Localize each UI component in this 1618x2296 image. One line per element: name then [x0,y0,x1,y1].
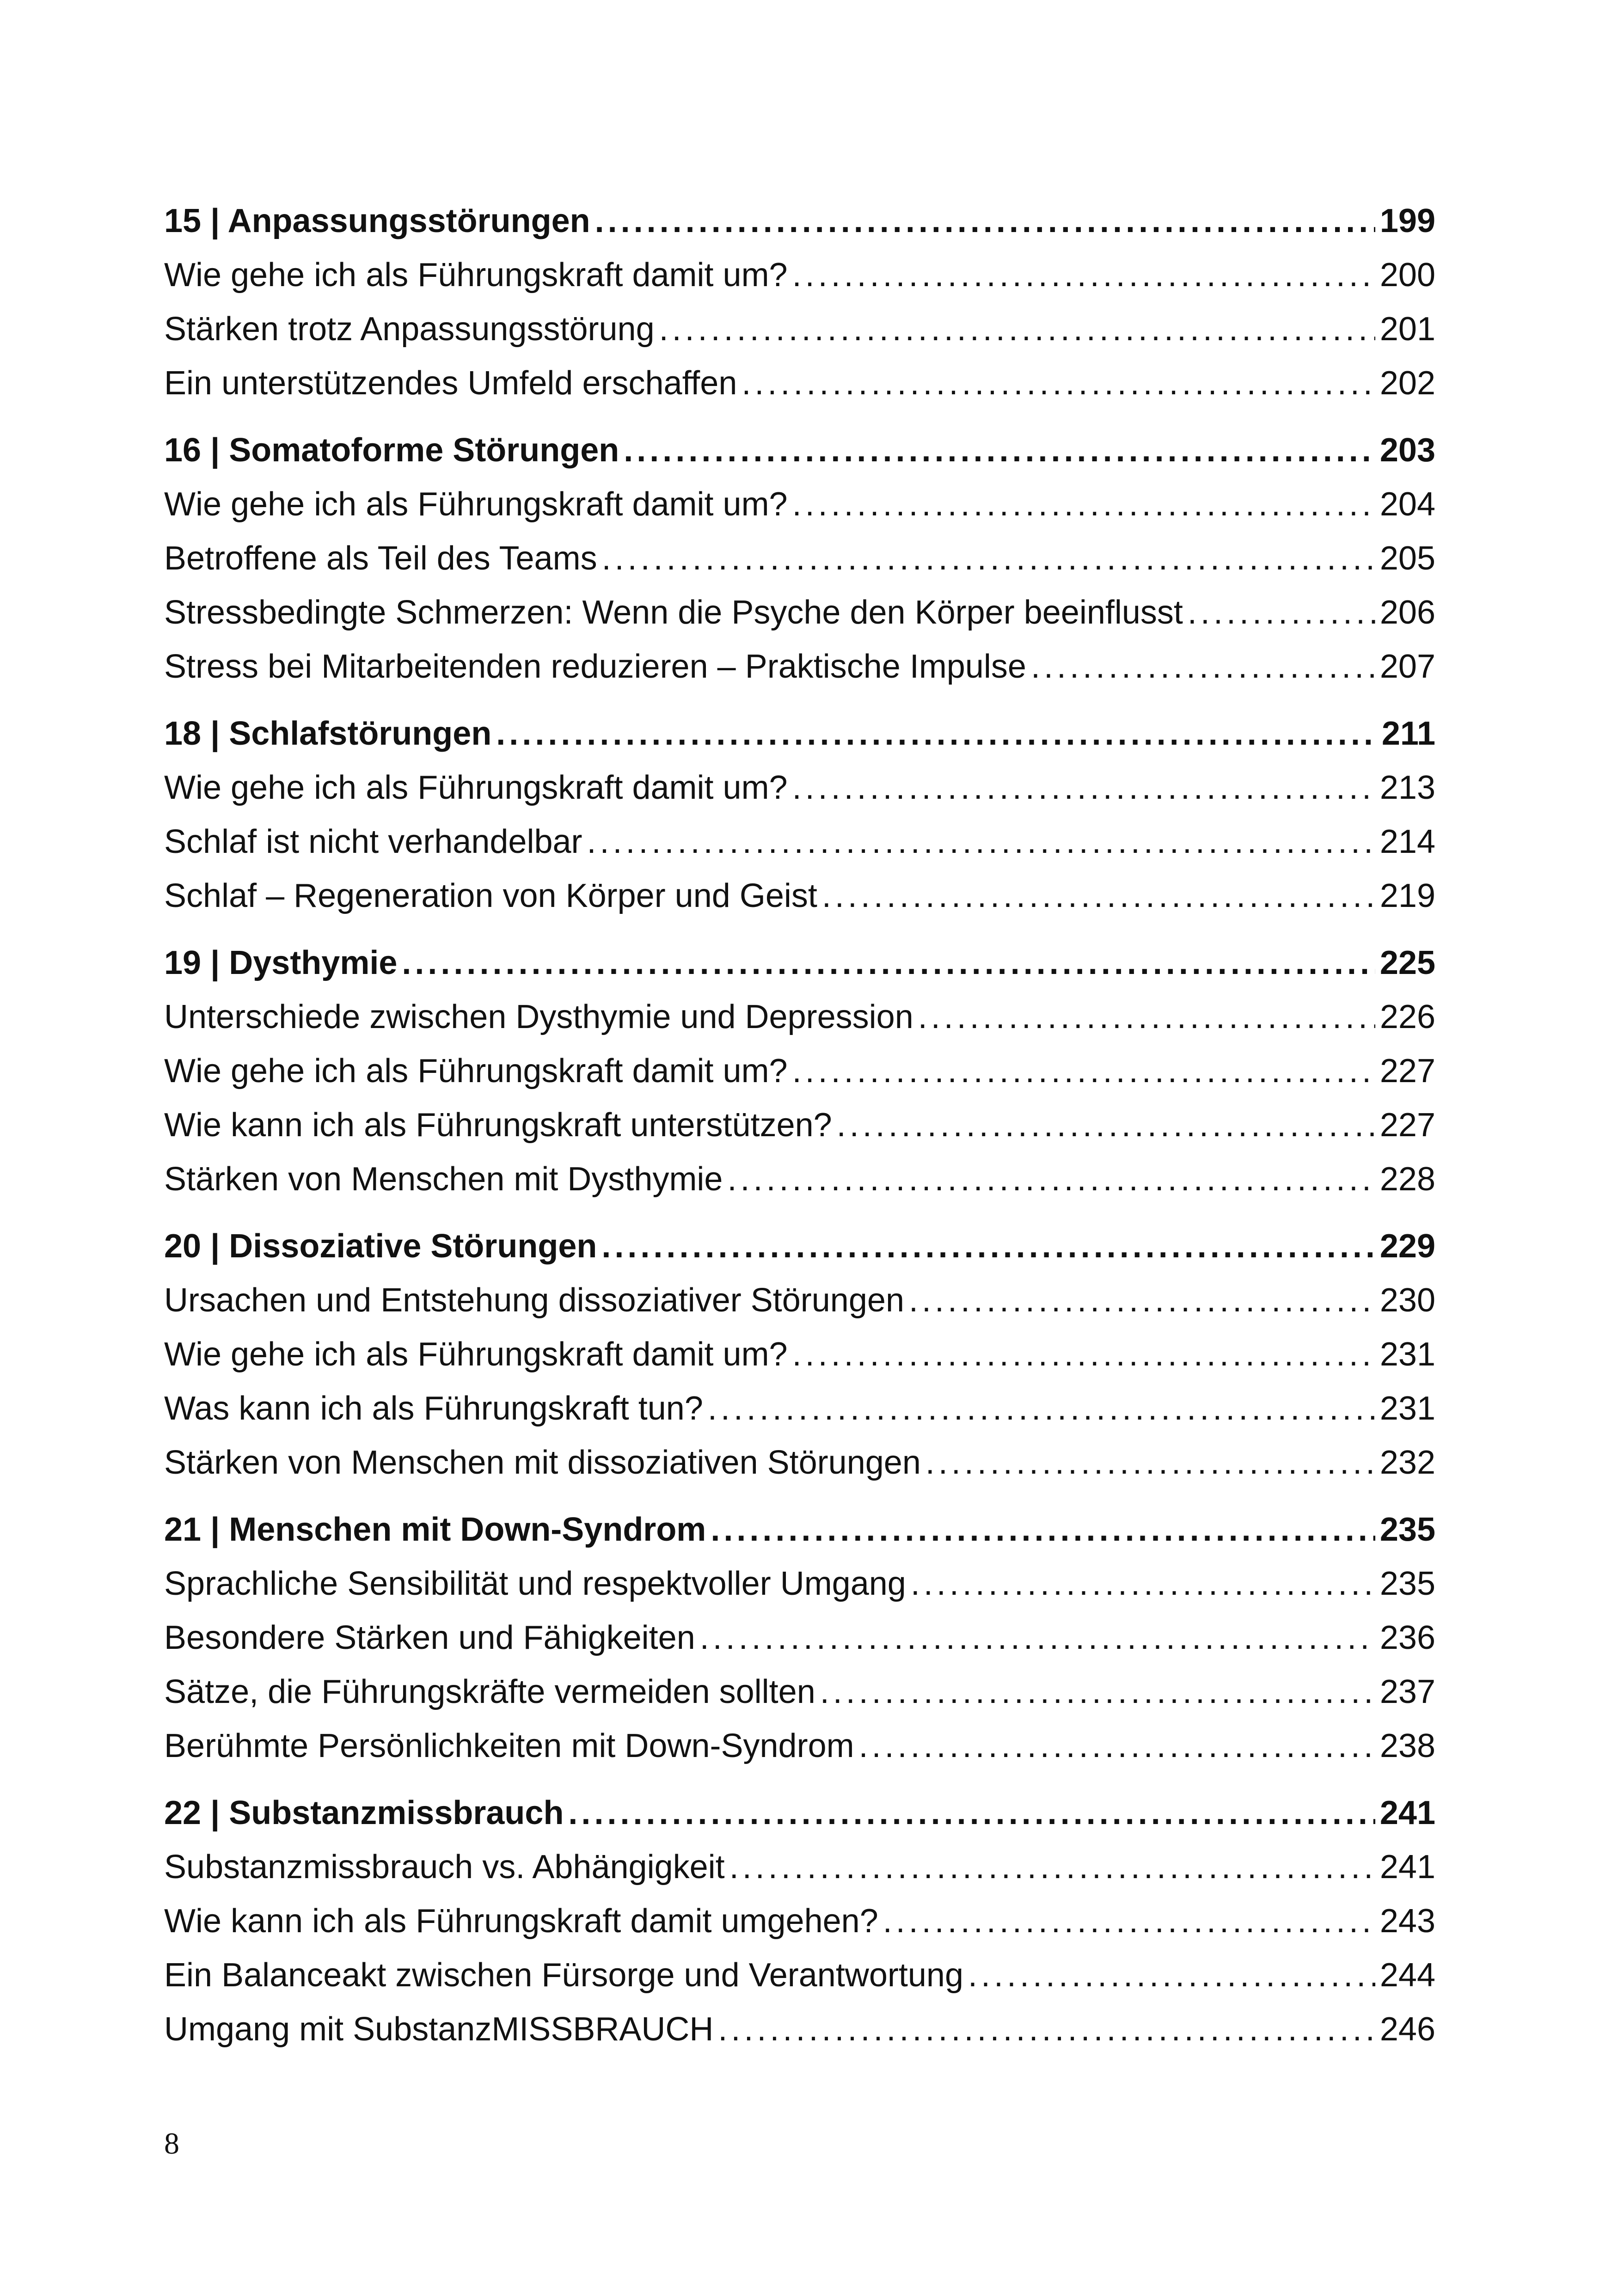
entry-title: Substanzmissbrauch vs. Abhängigkeit [164,1849,725,1886]
entry-title: Berühmte Persönlichkeiten mit Down-Syndrom [164,1727,854,1764]
entry-title: Stärken von Menschen mit Dysthymie [164,1161,723,1198]
toc-entry [164,586,1435,640]
entry-page-number: 237 [1379,1673,1435,1710]
chapter-title: 21 | Menschen mit Down-Syndrom [164,1511,706,1548]
entry-title: Wie kann ich als Führungskraft unterstützen? [164,1107,832,1144]
toc-entry [164,1894,1435,1948]
dot-leader [911,1557,1375,1611]
entry-title: Schlaf ist nicht verhandelbar [164,823,582,860]
toc-entry [164,1840,1435,1894]
entry-page-number: 201 [1379,311,1435,348]
dot-leader [820,1665,1375,1719]
chapter-title: 22 | Substanzmissbrauch [164,1794,564,1831]
chapter-heading [164,423,1435,478]
entry-title: Stärken von Menschen mit dissoziativen Störungen [164,1444,921,1481]
toc-entry [164,1098,1435,1152]
dot-leader [792,1044,1375,1098]
entry-page-number: 231 [1379,1390,1435,1427]
dot-leader [727,1152,1375,1206]
entry-title: Ein Balanceakt zwischen Fürsorge und Verantwortung [164,1957,963,1994]
toc-entry [164,1328,1435,1382]
dot-leader [718,2002,1375,2057]
entry-title: Wie gehe ich als Führungskraft damit um? [164,257,788,294]
toc-entry [164,1274,1435,1328]
entry-page-number: 231 [1379,1336,1435,1373]
dot-leader [968,1948,1375,2002]
entry-title: Wie gehe ich als Führungskraft damit um? [164,769,788,806]
chapter-page-number: 199 [1379,202,1435,239]
toc-entry [164,248,1435,302]
entry-title: Umgang mit SubstanzMISSBRAUCH [164,2011,714,2048]
entry-page-number: 202 [1379,365,1435,402]
dot-leader [792,761,1375,815]
toc-entry [164,990,1435,1044]
toc-entry [164,1382,1435,1436]
entry-page-number: 241 [1379,1849,1435,1886]
entry-title: Wie gehe ich als Führungskraft damit um? [164,486,788,523]
entry-title: Wie gehe ich als Führungskraft damit um? [164,1053,788,1090]
dot-leader [909,1274,1375,1328]
entry-title: Stressbedingte Schmerzen: Wenn die Psyche den Körper beeinflusst [164,594,1183,631]
chapter-page-number: 229 [1379,1228,1435,1265]
dot-leader [659,302,1375,356]
toc-entry [164,640,1435,694]
dot-leader [402,936,1375,990]
entry-page-number: 246 [1379,2011,1435,2048]
entry-title: Ursachen und Entstehung dissoziativer Störungen [164,1282,904,1319]
toc-entry [164,1152,1435,1206]
toc-section [164,1786,1435,2057]
entry-title: Wie gehe ich als Führungskraft damit um? [164,1336,788,1373]
entry-page-number: 227 [1379,1053,1435,1090]
entry-page-number: 205 [1379,540,1435,577]
toc-entry [164,761,1435,815]
dot-leader [568,1786,1375,1840]
dot-leader [837,1098,1375,1152]
toc-entry [164,1719,1435,1773]
chapter-page-number: 241 [1379,1794,1435,1831]
entry-page-number: 244 [1379,1957,1435,1994]
chapter-title: 19 | Dysthymie [164,944,398,981]
chapter-page-number: 211 [1381,715,1435,752]
entry-title: Stärken trotz Anpassungsstörung [164,311,655,348]
toc-section [164,194,1435,410]
dot-leader [601,1219,1375,1274]
entry-title: Besondere Stärken und Fähigkeiten [164,1619,695,1656]
dot-leader [742,356,1375,410]
entry-page-number: 238 [1379,1727,1435,1764]
entry-title: Unterschiede zwischen Dysthymie und Depression [164,998,913,1035]
entry-page-number: 214 [1379,823,1435,860]
dot-leader [822,869,1375,923]
entry-title: Stress bei Mitarbeitenden reduzieren – Praktische Impulse [164,648,1026,685]
toc-entry [164,1436,1435,1490]
dot-leader [792,1328,1375,1382]
toc-entry [164,2002,1435,2057]
dot-leader [496,707,1377,761]
toc-entry [164,1557,1435,1611]
toc-section [164,936,1435,1206]
entry-page-number: 230 [1379,1282,1435,1319]
chapter-heading [164,1786,1435,1840]
entry-page-number: 236 [1379,1619,1435,1656]
entry-page-number: 200 [1379,257,1435,294]
chapter-heading [164,1503,1435,1557]
table-of-contents [164,194,1435,2057]
toc-section [164,1219,1435,1490]
dot-leader [883,1894,1375,1948]
chapter-page-number: 225 [1379,944,1435,981]
page-number: 8 [164,2127,179,2161]
entry-page-number: 226 [1379,998,1435,1035]
entry-page-number: 227 [1379,1107,1435,1144]
dot-leader [792,248,1375,302]
dot-leader [587,815,1375,869]
entry-page-number: 228 [1379,1161,1435,1198]
entry-page-number: 235 [1379,1565,1435,1602]
toc-entry [164,1948,1435,2002]
dot-leader [859,1719,1375,1773]
dot-leader [925,1436,1375,1490]
dot-leader [602,532,1375,586]
toc-section [164,707,1435,923]
chapter-heading [164,707,1435,761]
toc-entry [164,1044,1435,1098]
toc-entry [164,1611,1435,1665]
dot-leader [708,1382,1375,1436]
toc-entry [164,532,1435,586]
entry-page-number: 232 [1379,1444,1435,1481]
dot-leader [792,478,1375,532]
dot-leader [1031,640,1375,694]
chapter-heading [164,1219,1435,1274]
entry-title: Betroffene als Teil des Teams [164,540,597,577]
entry-title: Sprachliche Sensibilität und respektvoller Umgang [164,1565,906,1602]
dot-leader [1188,586,1375,640]
entry-title: Wie kann ich als Führungskraft damit umgehen? [164,1903,878,1940]
toc-entry [164,478,1435,532]
dot-leader [624,423,1375,478]
toc-entry [164,356,1435,410]
toc-entry [164,302,1435,356]
dot-leader [595,194,1375,248]
dot-leader [711,1503,1375,1557]
entry-page-number: 204 [1379,486,1435,523]
toc-entry [164,1665,1435,1719]
chapter-heading [164,936,1435,990]
chapter-title: 20 | Dissoziative Störungen [164,1228,597,1265]
entry-title: Was kann ich als Führungskraft tun? [164,1390,703,1427]
dot-leader [700,1611,1375,1665]
dot-leader [918,990,1375,1044]
chapter-heading [164,194,1435,248]
entry-page-number: 213 [1379,769,1435,806]
entry-page-number: 219 [1379,877,1435,914]
toc-entry [164,869,1435,923]
chapter-title: 15 | Anpassungsstörungen [164,202,590,239]
entry-title: Sätze, die Führungskräfte vermeiden sollten [164,1673,815,1710]
chapter-title: 16 | Somatoforme Störungen [164,432,619,469]
toc-section [164,423,1435,694]
entry-page-number: 206 [1379,594,1435,631]
entry-page-number: 207 [1379,648,1435,685]
chapter-page-number: 235 [1379,1511,1435,1548]
chapter-title: 18 | Schlafstörungen [164,715,492,752]
dot-leader [729,1840,1375,1894]
entry-title: Ein unterstützendes Umfeld erschaffen [164,365,737,402]
entry-page-number: 243 [1379,1903,1435,1940]
entry-title: Schlaf – Regeneration von Körper und Geist [164,877,817,914]
toc-section [164,1503,1435,1773]
chapter-page-number: 203 [1379,432,1435,469]
toc-entry [164,815,1435,869]
